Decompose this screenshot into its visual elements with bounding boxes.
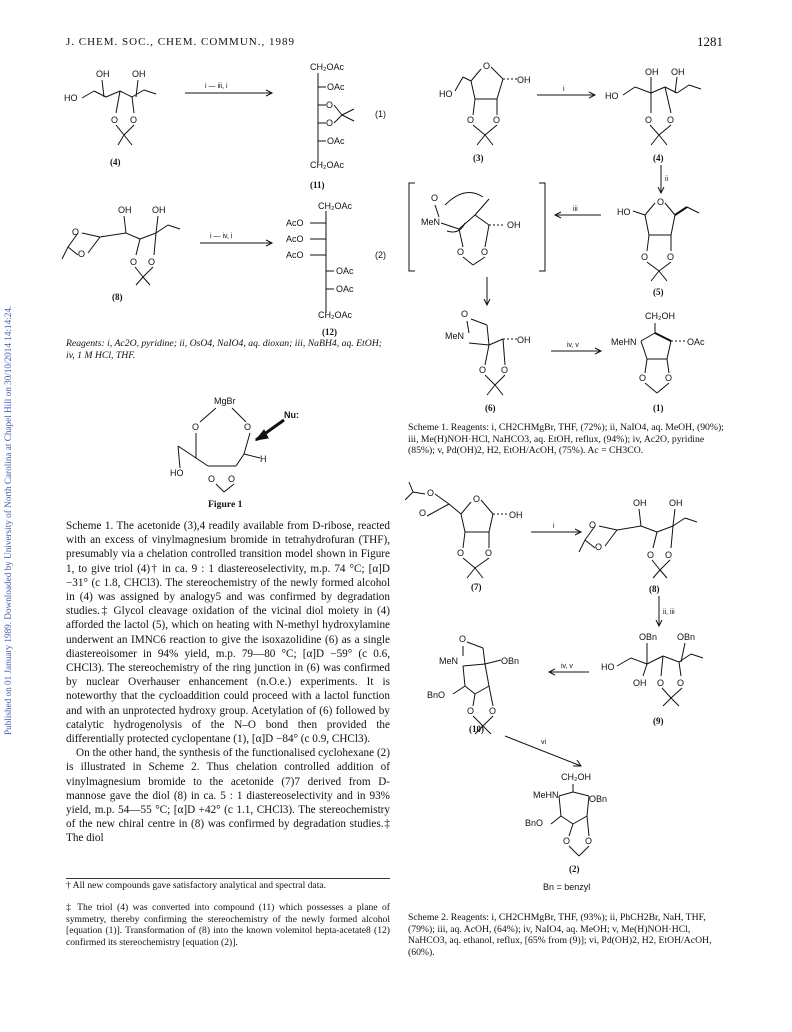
svg-text:CH₂OAc: CH₂OAc	[310, 62, 344, 72]
s2-reagent-i: i	[553, 523, 555, 530]
s1-compound-5: (5)	[653, 287, 664, 297]
page-number: 1281	[697, 34, 723, 49]
svg-text:O: O	[657, 678, 665, 688]
s2-reagent-vi: vi	[541, 739, 547, 746]
svg-text:OH: OH	[669, 498, 683, 508]
s2-compound-8: (8)	[649, 584, 660, 594]
scheme-1-caption: Scheme 1. Reagents: i, CH2CHMgBr, THF, (72%); ii, NaIO4, aq. MeOH, (90%); iii, Me(H)NOH·HCl, NaHCO3, aq. EtOH, reflux, (94%); iv, Ac2O, pyridine (85%); v, Pd(OH)2, H2, EtOH/AcOH, (75%). Ac = CH3CO.	[408, 422, 724, 457]
svg-text:MeN: MeN	[439, 656, 459, 666]
svg-text:O: O	[419, 508, 427, 518]
svg-text:AcO: AcO	[286, 218, 304, 228]
paragraph-2: On the other hand, the synthesis of the functionalised cyclohexane (2) is illustrated in Scheme 2. Thus chelation controlled addition of vinylmagnesium bromide to the acetonide (7)7 derived from D-mannose gave the diol (8) in ca. 5 : 1 diastereoselectivity and in 93% yield, m.p. 54—55 °C; [α]D +42° (c 1.1, CHCl3). The stereochemistry of the new chiral centre in (8) was confirmed by degradation studies.‡ The diol	[66, 747, 390, 845]
svg-text:CH₂OH: CH₂OH	[645, 311, 675, 321]
journal-header: J. CHEM. SOC., CHEM. COMMUN., 1989	[66, 36, 295, 48]
svg-text:OH: OH	[671, 67, 685, 77]
svg-text:O: O	[493, 115, 501, 125]
svg-text:O: O	[457, 247, 465, 257]
scheme-2-diagram	[405, 480, 735, 900]
svg-text:O: O	[244, 422, 252, 432]
compound-12-label: (12)	[322, 327, 337, 337]
svg-text:BnO: BnO	[427, 690, 446, 700]
svg-text:OBn: OBn	[639, 632, 658, 642]
svg-text:OH: OH	[152, 205, 166, 215]
svg-text:MeHN: MeHN	[611, 337, 637, 347]
svg-text:OAc: OAc	[336, 284, 354, 294]
nitrone-intermediate	[421, 193, 521, 266]
svg-text:OH: OH	[118, 205, 132, 215]
svg-text:OH: OH	[507, 220, 521, 230]
svg-text:O: O	[111, 115, 119, 125]
s1-compound-3: (3)	[473, 153, 484, 163]
nu-label: Nu:	[284, 410, 299, 420]
structure-4-right	[605, 67, 701, 145]
svg-text:MeHN: MeHN	[533, 790, 559, 800]
paragraph-1: Scheme 1. The acetonide (3),4 readily available from D-ribose, reacted with an excess of vinylmagnesium bromide in tetrahydrofuran (THF), presumably via a chelation controlled transition model shown in Figure 1, to give triol (4)† in ca. 9 : 1 diastereoselectivity, m.p. 74 °C; [α]D −31° (c 1.8, CHCl3). The stereochemistry of the newly formed alcohol in (4) was assigned by analogy5 and was confirmed by degradation studies.‡ Glycol cleavage oxidation of the vicinal diol moiety in (4) afforded the lactol (5), which on heating with N-methyl hydroxylamine underwent an IMNC6 reaction to give the isoxazolidine (6) as a single diastereoisomer in 94% yield, m.p. 79—80 °C; [α]D −59° (c 0.6, CHCl3). The stereochemistry of the ring junction in (6) was confirmed by nuclear Overhauser enhancement (n.O.e.) experiments. It is noteworthy that the cycloaddition could proceed with a lactol function and with an unprotected hydroxy group. Acetylation of (6) followed by catalytic hydrogenolysis of the N–O bond then provided the differentially protected cyclopentane (1), [α]D −84° (c 0.9, CHCl3).	[66, 520, 390, 746]
svg-text:O: O	[78, 249, 86, 259]
figure-1-diagram	[160, 388, 320, 498]
svg-text:OAc: OAc	[327, 82, 345, 92]
mgbr-label: MgBr	[214, 396, 236, 406]
svg-text:O: O	[489, 706, 497, 716]
svg-text:HO: HO	[617, 207, 631, 217]
s2-reagent-iv-v: iv, v	[561, 663, 573, 670]
svg-text:O: O	[457, 548, 465, 558]
svg-text:HO: HO	[439, 89, 453, 99]
s2-compound-7: (7)	[471, 582, 482, 592]
structure-6	[445, 309, 531, 395]
svg-text:O: O	[431, 193, 439, 203]
equation-1-number: (1)	[375, 109, 386, 119]
equation-2-number: (2)	[375, 250, 386, 260]
benzyl-definition: Bn = benzyl	[543, 882, 591, 892]
svg-text:OH: OH	[509, 510, 523, 520]
svg-text:O: O	[645, 115, 653, 125]
svg-text:O: O	[326, 100, 334, 110]
svg-text:O: O	[479, 365, 487, 375]
svg-text:O: O	[459, 634, 467, 644]
svg-text:CH₂OAc: CH₂OAc	[318, 201, 352, 211]
svg-text:O: O	[467, 706, 475, 716]
s1-compound-4: (4)	[653, 153, 664, 163]
svg-text:CH₂OAc: CH₂OAc	[310, 160, 344, 170]
svg-text:OH: OH	[645, 67, 659, 77]
svg-text:AcO: AcO	[286, 234, 304, 244]
structure-8-left	[62, 205, 180, 285]
svg-text:AcO: AcO	[286, 250, 304, 260]
structure-9	[601, 632, 703, 706]
h-label: H	[260, 454, 267, 464]
svg-text:O: O	[130, 257, 138, 267]
ho-label: HO	[170, 468, 184, 478]
svg-text:O: O	[208, 474, 216, 484]
scheme-1-diagram	[405, 55, 735, 415]
s2-compound-10: (10)	[469, 724, 484, 734]
svg-text:O: O	[228, 474, 236, 484]
svg-text:O: O	[192, 422, 200, 432]
svg-text:O: O	[665, 550, 673, 560]
svg-text:OAc: OAc	[327, 136, 345, 146]
structure-2	[525, 772, 607, 856]
s2-compound-2: (2)	[569, 864, 580, 874]
svg-text:CH₂OH: CH₂OH	[561, 772, 591, 782]
equations-diagram	[60, 55, 400, 345]
svg-text:O: O	[326, 118, 334, 128]
svg-text:OBn: OBn	[677, 632, 696, 642]
svg-text:O: O	[585, 836, 593, 846]
svg-text:O: O	[589, 520, 597, 530]
svg-text:OH: OH	[633, 678, 647, 688]
structure-8-right	[579, 498, 697, 578]
svg-text:OH: OH	[517, 75, 531, 85]
structure-1	[611, 311, 705, 393]
svg-text:MeN: MeN	[445, 331, 465, 341]
structure-5	[617, 197, 699, 281]
svg-text:O: O	[427, 488, 435, 498]
s1-reagent-ii: ii	[665, 176, 669, 183]
s2-reagent-ii-iii: ii, iii	[663, 609, 675, 616]
s1-reagent-iv-v: iv, v	[567, 342, 579, 349]
equations-reagents: Reagents: i, Ac2O, pyridine; ii, OsO4, NaIO4, aq. dioxan; iii, NaBH4, aq. EtOH; iv, 1 M HCl, THF.	[66, 338, 382, 361]
svg-text:O: O	[563, 836, 571, 846]
svg-text:O: O	[501, 365, 509, 375]
svg-text:MeN: MeN	[421, 217, 441, 227]
s2-compound-9: (9)	[653, 716, 664, 726]
svg-text:O: O	[667, 115, 675, 125]
structure-12	[286, 201, 354, 320]
svg-text:OH: OH	[96, 69, 110, 79]
svg-text:HO: HO	[605, 91, 619, 101]
structure-3	[439, 61, 531, 145]
svg-text:O: O	[485, 548, 493, 558]
svg-text:HO: HO	[601, 662, 615, 672]
structure-4-left	[64, 69, 156, 145]
svg-text:O: O	[647, 550, 655, 560]
svg-text:OH: OH	[633, 498, 647, 508]
svg-text:O: O	[639, 373, 647, 383]
footnote-double-dagger: ‡ The triol (4) was converted into compound (11) which possesses a plane of symmetry, thereby confirming the stereochemistry of the newly formed alcohol [equation (1)]. Transformation of (8) into the known volemitol hepta-acetate8 (12) confirmed its stereochemistry [equation (2)].	[66, 902, 390, 948]
svg-text:OH: OH	[132, 69, 146, 79]
eq1-reagents: i — iii, i	[205, 83, 228, 90]
svg-text:HO: HO	[64, 93, 78, 103]
svg-text:O: O	[72, 227, 80, 237]
svg-text:O: O	[473, 494, 481, 504]
svg-text:O: O	[677, 678, 685, 688]
footnote-dagger: † All new compounds gave satisfactory analytical and spectral data.	[66, 880, 327, 891]
svg-text:O: O	[481, 247, 489, 257]
svg-text:O: O	[461, 309, 469, 319]
body-text	[66, 519, 390, 846]
figure-1-caption: Figure 1	[208, 499, 243, 510]
structure-7	[405, 482, 523, 578]
compound-11-label: (11)	[310, 180, 325, 190]
svg-text:CH₂OAc: CH₂OAc	[318, 310, 352, 320]
svg-text:O: O	[483, 61, 491, 71]
svg-text:O: O	[657, 197, 665, 207]
svg-text:OAc: OAc	[336, 266, 354, 276]
compound-4-label: (4)	[110, 157, 121, 167]
structure-10	[427, 634, 519, 734]
download-watermark: Published on 01 January 1989. Downloaded by University of North Carolina at Chapel Hill on 30/10/2014 14:14:24.	[3, 305, 13, 735]
s1-compound-6: (6)	[485, 403, 496, 413]
eq2-reagents: i — iv, i	[210, 233, 233, 240]
svg-text:O: O	[667, 252, 675, 262]
svg-text:O: O	[665, 373, 673, 383]
svg-text:O: O	[148, 257, 156, 267]
svg-text:O: O	[595, 542, 603, 552]
structure-11	[310, 62, 354, 170]
svg-text:BnO: BnO	[525, 818, 544, 828]
svg-text:O: O	[641, 252, 649, 262]
svg-text:O: O	[467, 115, 475, 125]
svg-text:OBn: OBn	[501, 656, 520, 666]
svg-text:OH: OH	[517, 335, 531, 345]
scheme-2-caption: Scheme 2. Reagents: i, CH2CHMgBr, THF, (93%); ii, PhCH2Br, NaH, THF, (79%); iii, aq. AcOH, (64%); iv, NaIO4, aq. MeOH; v, Me(H)NOH·HCl, NaHCO3, aq. ethanol, reflux, [65% from (9)]; vi, Pd(OH)2, H2, EtOH/AcOH, (60%).	[408, 912, 712, 958]
svg-text:OBn: OBn	[589, 794, 608, 804]
s1-compound-1: (1)	[653, 403, 664, 413]
s1-reagent-iii: iii	[573, 206, 578, 213]
s1-reagent-i: i	[563, 86, 565, 93]
compound-8-left-label: (8)	[112, 292, 123, 302]
svg-text:OAc: OAc	[687, 337, 705, 347]
svg-text:O: O	[130, 115, 138, 125]
